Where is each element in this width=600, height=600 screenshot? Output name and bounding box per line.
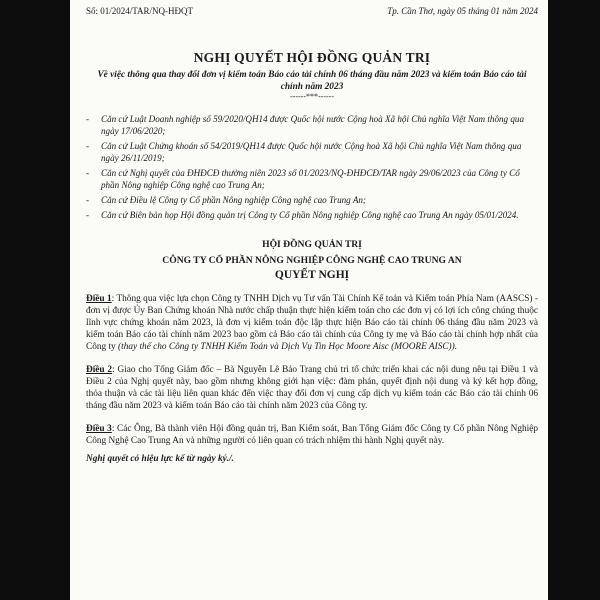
legal-bases (86, 113, 538, 221)
article-text: : Giao cho Tổng Giám đốc – Bà Nguyễn Lê Bảo Trang chủ trì tổ chức triển khai các nội dung nêu tại Điều 1 và Điều 2 của Nghị quyết này, bao gồm nhưng không giới hạn việc: đàm phán, quyết định nội dung và ký kết hợp đồng, thỏa thuận và các tài liệu liên quan khác đến việc thay đổi đơn vị cung cấp dịch vụ kiểm toán các Báo cáo tài chính 06 tháng đầu năm 2023 và kiểm toán Báo cáo tài chính năm 2023 của Công ty. (86, 365, 538, 411)
company-heading: CÔNG TY CỔ PHẦN NÔNG NGHIỆP CÔNG NGHỆ CAO TRUNG AN (162, 255, 462, 266)
document-header (86, 5, 538, 17)
article-2 (86, 364, 538, 412)
legal-basis-text: Căn cứ Luật Chứng khoán số 54/2019/QH14 được Quốc hội nước Cộng hoà Xã hội Chủ nghĩa Việt Nam thông qua ngày 26/11/2019; (101, 141, 522, 163)
article-text: : Thông qua việc lựa chọn Công ty TNHH Dịch vụ Tư vấn Tài Chính Kế toán và Kiểm toán Phía Nam (AASCS) - đơn vị được Ủy Ban Chứng khoán Nhà nước chấp thuận thực hiện kiểm toán cho các đơn vị có lợi ích công chúng thuộc lĩnh vực chứng khoán năm 2023, là đơn vị kiểm toán độc lập thực hiện Báo cáo tài chính 06 tháng đầu năm 2023 và kiểm toán Báo cáo tài chính năm 2023 bao gồm cả Báo cáo tài chính của Công ty mẹ và Báo cáo tài chính hợp nhất của Công ty (86, 294, 538, 352)
article-label: Điều 3 (86, 424, 112, 434)
article-label: Điều 2 (86, 365, 113, 375)
document-title: NGHỊ QUYẾT HỘI ĐỒNG QUẢN TRỊ (193, 50, 431, 65)
legal-basis-item: - Căn cứ Nghị quyết của ĐHĐCĐ thường niên 2023 số 01/2023/NQ-ĐHĐCĐ/TAR ngày 29/06/2023 của Công ty Cổ phần Nông nghiệp Công nghệ cao Trung An; (86, 167, 538, 191)
legal-basis-item: - Căn cứ Luật Doanh nghiệp số 59/2020/QH14 được Quốc hội nước Cộng hoà Xã hội Chủ nghĩa Việt Nam thông qua ngày 17/06/2020; (86, 113, 538, 137)
article-3 (86, 423, 538, 447)
board-heading: HỘI ĐỒNG QUẢN TRỊ (262, 239, 362, 250)
place-date: Tp. Cần Thơ, ngày 05 tháng 01 năm 2024 (387, 6, 538, 16)
legal-basis-text: Căn cứ Luật Doanh nghiệp số 59/2020/QH14 được Quốc hội nước Cộng hoà Xã hội Chủ nghĩa Việt Nam thông qua ngày 17/06/2020; (101, 114, 525, 136)
document-number: Số: 01/2024/TAR/NQ-HĐQT (86, 6, 194, 16)
document-subtitle: Về việc thông qua thay đổi đơn vị kiểm toán Báo cáo tài chính 06 tháng đầu năm 2023 và kiểm toán Báo cáo tài chính năm 2023 (97, 70, 527, 92)
article-note: (thay thế cho Công ty TNHH Kiểm Toán và Dịch Vụ Tin Học Moore Aisc (MOORE AISC)). (118, 342, 458, 352)
legal-basis-item: - Căn cứ Điều lệ Công ty Cổ phần Nông nghiệp Công nghệ cao Trung An; (86, 194, 538, 206)
legal-basis-item: - Căn cứ Biên bản họp Hội đồng quản trị Công ty Cổ phần Nông nghiệp Công nghệ cao Trung An ngày 05/01/2024. (86, 209, 538, 221)
legal-basis-text: Căn cứ Biên bản họp Hội đồng quản trị Công ty Cổ phần Nông nghiệp Công nghệ cao Trung An ngày 05/01/2024. (101, 210, 519, 220)
article-1 (86, 293, 538, 353)
divider: ------***------ (290, 92, 334, 101)
legal-basis-text: Căn cứ Điều lệ Công ty Cổ phần Nông nghiệp Công nghệ cao Trung An; (101, 195, 366, 205)
article-label: Điều 1 (86, 294, 112, 304)
legal-basis-text: Căn cứ Nghị quyết của ĐHĐCĐ thường niên 2023 số 01/2023/NQ-ĐHĐCĐ/TAR ngày 29/06/2023 của Công ty Cổ phần Nông nghiệp Công nghệ cao Trung An; (101, 168, 520, 190)
legal-basis-item: - Căn cứ Luật Chứng khoán số 54/2019/QH14 được Quốc hội nước Cộng hoà Xã hội Chủ nghĩa Việt Nam thông qua ngày 26/11/2019; (86, 140, 538, 164)
resolves-heading: QUYẾT NGHỊ (274, 269, 350, 281)
effective-statement: Nghị quyết có hiệu lực kể từ ngày ký./. (86, 454, 234, 464)
article-text: : Các Ông, Bà thành viên Hội đồng quản trị, Ban Kiểm soát, Ban Tổng Giám đốc Công ty Cổ phần Nông Nghiệp Công Nghệ Cao Trung An và những người có liên quan có trách nhiệm thi hành Nghị quyết này. (86, 424, 538, 446)
document-page (70, 0, 548, 600)
